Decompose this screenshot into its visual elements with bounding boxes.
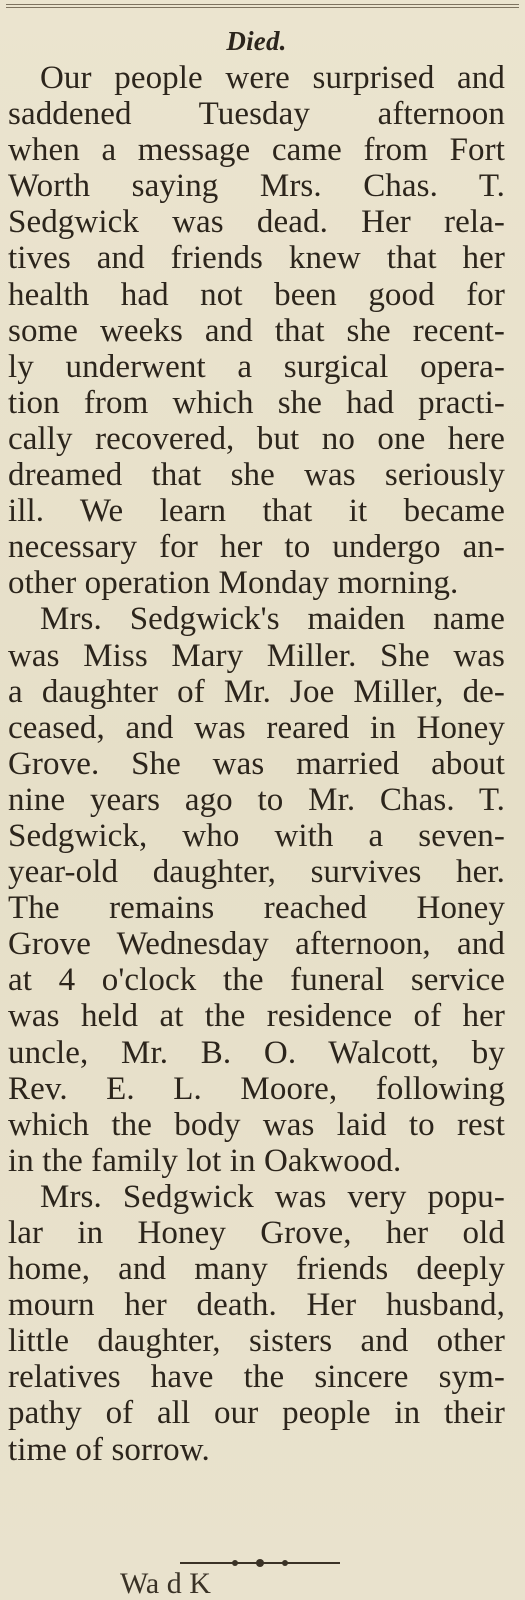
article-line: lar in Honey Grove, her old [8, 1215, 505, 1251]
article-line: tion from which she had practi- [8, 384, 505, 421]
article-line: Our people were surprised and [40, 60, 505, 96]
article-line: in the family lot in Oakwood. [8, 1142, 402, 1179]
article-line: at 4 o'clock the funeral service [8, 962, 505, 999]
article-line: when a message came from Fort [8, 132, 505, 169]
article-line: ceased, and was reared in Honey [8, 709, 505, 746]
article-paragraph [8, 1179, 505, 1468]
article-line: pathy of all our people in their [8, 1395, 505, 1432]
article-line: Mrs. Sedgwick's maiden name [40, 601, 505, 638]
article-body [8, 60, 505, 1468]
article-line: The remains reached Honey [8, 890, 505, 927]
article-line: tives and friends knew that her [8, 240, 505, 277]
article-line: Grove Wednesday afternoon, and [8, 926, 505, 963]
article-line: Sedgwick, who with a seven- [8, 817, 505, 854]
article-line: dreamed that she was seriously [8, 457, 505, 494]
article-line: nine years ago to Mr. Chas. T. [8, 781, 505, 818]
article-column [8, 24, 505, 1468]
article-line: saddened Tuesday afternoon [8, 96, 505, 133]
article-line: was Miss Mary Miller. She was [8, 637, 505, 674]
article-line: relatives have the sincere sym- [8, 1359, 505, 1396]
article-line: health had not been good for [8, 276, 505, 313]
next-article-heading-fragment: Wa d K [120, 1567, 211, 1600]
article-paragraph [8, 601, 505, 1179]
article-line: some weeks and that she recent- [8, 312, 505, 349]
article-line: a daughter of Mr. Joe Miller, de- [8, 673, 505, 710]
article-line: uncle, Mr. B. O. Walcott, by [8, 1034, 505, 1071]
article-line: time of sorrow. [8, 1431, 210, 1468]
article-line: Grove. She was married about [8, 745, 505, 782]
article-line: was held at the residence of her [8, 998, 505, 1035]
top-column-rule [6, 4, 519, 8]
article-line: ly underwent a surgical opera- [8, 348, 505, 385]
article-headline: Died. [226, 26, 287, 56]
article-line: other operation Monday morning. [8, 565, 459, 602]
article-line: Sedgwick was dead. Her rela- [8, 204, 505, 241]
article-line: cally recovered, but no one here [8, 420, 505, 457]
article-line: home, and many friends deeply [8, 1251, 505, 1288]
article-line: necessary for her to undergo an- [8, 529, 505, 566]
article-line: Mrs. Sedgwick was very popu- [40, 1178, 505, 1215]
article-line: Rev. E. L. Moore, following [8, 1070, 505, 1107]
article-line: Worth saying Mrs. Chas. T. [8, 168, 505, 205]
article-line: ill. We learn that it became [8, 493, 505, 530]
article-paragraph [8, 60, 505, 601]
article-line: year-old daughter, survives her. [8, 854, 505, 891]
article-line: little daughter, sisters and other [8, 1323, 505, 1360]
article-line: mourn her death. Her husband, [8, 1287, 505, 1324]
article-line: which the body was laid to rest [8, 1106, 505, 1143]
